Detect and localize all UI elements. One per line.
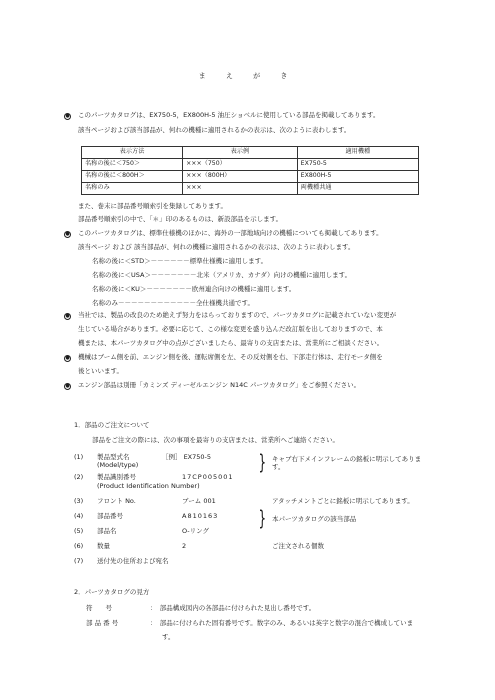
- intro-line-2: 該当ページおよび該当部品が、何れの機種に適用されるかの表示は、次のように表わします。: [78, 126, 351, 134]
- order-item-num: (5): [74, 527, 84, 535]
- page-title: ま え が き: [198, 72, 297, 80]
- order-item-label: 部品名: [97, 527, 117, 535]
- view-label-part-number: 部 品 番 号: [86, 619, 119, 627]
- order-item-value: 2: [182, 542, 187, 550]
- order-item-num: (4): [74, 512, 84, 520]
- bullet-icon: ●: [65, 231, 70, 237]
- brace-icon: }: [258, 506, 267, 530]
- table-header-cell: 表示例: [183, 147, 298, 159]
- direction-line-1: 機械はブーム側を前、エンジン側を後、運転席側を左、その反対側を右、下部走行体は、走行モータ側を: [78, 353, 383, 361]
- spec-line-1: このパーツカタログは、標準仕様機のほかに、海外の一部地域向けの機種についても掲載してあります。: [78, 229, 383, 237]
- engine-note: エンジン部品は別冊「カミンズ ディーゼルエンジン N14C パーツカタログ」をご参照ください。: [78, 381, 361, 389]
- brace-icon: }: [258, 450, 267, 474]
- spec-usa: 名称の後に＜USA＞－－－－－－－北米（アメリカ、カナダ）向けの機種に適用します。: [92, 271, 352, 279]
- order-item-label: 数量: [97, 542, 110, 550]
- order-heading: 1．部品のご注文について: [74, 421, 150, 429]
- bullet-icon: ●: [65, 113, 70, 119]
- bullet-icon: ●: [65, 313, 70, 319]
- view-heading: 2．パーツカタログの見方: [74, 588, 150, 596]
- spec-common: 名称のみ－－－－－－－－－－－－全仕様機共通です。: [92, 299, 254, 307]
- table-cell: EX800H-5: [297, 171, 418, 183]
- order-item-num: (3): [74, 497, 84, 505]
- order-item-value: O-リング: [182, 527, 210, 535]
- spec-std: 名称の後に＜STD＞－－－－－－標準仕様機に適用します。: [92, 257, 268, 265]
- order-item-note: ご注文される個数: [272, 542, 324, 550]
- model-display-table: [81, 146, 419, 195]
- intro-line-1: このパーツカタログは、EX750-5，EX800H-5 油圧ショベルに使用している部品を掲載してあります。: [78, 111, 380, 119]
- order-note-12: キャブ右下メインフレームの銘板に明示してあります。: [272, 455, 422, 472]
- order-item-value: 17CP005001: [182, 473, 234, 481]
- view-text-symbol: ： 部品構成図内の各部品に付けられた見出し番号です。: [150, 604, 316, 612]
- table-cell: ×××: [183, 183, 298, 195]
- order-item-label: 製品識別番号: [97, 473, 136, 481]
- table-header-row: [82, 147, 419, 159]
- order-item-num: (6): [74, 542, 84, 550]
- order-item-label: 送付先の住所および宛名: [97, 557, 169, 565]
- view-label-symbol: 符 号: [86, 604, 112, 612]
- order-item-value: ブーム 001: [182, 497, 216, 505]
- view-text-part-number: ： 部品に付けられた固有番号です。数字のみ、あるいは英字と数字の混合で構成していま: [150, 619, 414, 627]
- table-header-cell: 適用機種: [297, 147, 418, 159]
- order-item-note: アタッチメントごとに銘板に明示してあります。: [272, 497, 414, 505]
- change-line-1: 当社では、製品の改良のため絶えず努力をはらっておりますので、パーツカタログに記載されていない変更が: [78, 311, 397, 319]
- order-intro: 部品をご注文の際には、次の事項を最寄りの支店または、営業所へご連絡ください。: [92, 436, 339, 444]
- table-cell: 両機種共通: [297, 183, 418, 195]
- order-item-sub: (Product Identification Number): [97, 482, 200, 490]
- order-item-value: ［例］ EX750-5: [162, 453, 212, 461]
- table-cell: ×××（800H）: [183, 171, 298, 183]
- order-item-label: 部品番号: [97, 512, 123, 520]
- bullet-icon: ●: [65, 383, 70, 389]
- table-cell: 名称のみ: [82, 183, 183, 195]
- table-cell: ×××（750）: [183, 159, 298, 171]
- table-cell: 名称の後に＜800H＞: [82, 171, 183, 183]
- table-row: [82, 159, 419, 171]
- order-item-num: (1): [74, 453, 84, 461]
- direction-line-2: 後といいます。: [78, 367, 123, 375]
- order-item-num: (2): [74, 473, 84, 481]
- change-line-2: 生じている場合があります。必要に応じて、この様な変更を盛り込んだ改訂版を出しておりますので、本: [78, 325, 383, 333]
- order-item-sub: (Model/type): [97, 461, 139, 469]
- change-line-3: 機または、本パーツカタログ中の点がございましたら、最寄りの支店または、営業所にご相談ください。: [78, 339, 384, 347]
- table-cell: EX750-5: [297, 159, 418, 171]
- table-header-cell: 表示方法: [82, 147, 183, 159]
- bullet-icon: ●: [65, 355, 70, 361]
- order-item-num: (7): [74, 557, 84, 565]
- spec-ku: 名称の後に＜KU＞－－－－－－－欧州連合向けの機種に適用します。: [92, 285, 296, 293]
- spec-line-2: 該当ページ および 該当部品が、何れの機種に適用されるかの表示は、次のように表わします。: [78, 243, 355, 251]
- order-note-45: 本パーツカタログの該当部品: [272, 515, 357, 523]
- index-note-line-1: また、巻末に部品番号順索引を集録してあります。: [78, 202, 227, 210]
- table-cell: 名称の後に＜750＞: [82, 159, 183, 171]
- index-note-line-2: 部品番号順索引の中で、「＊」印のあるものは、新設部品を示します。: [78, 215, 283, 223]
- order-item-label: 製品型式名: [97, 453, 130, 461]
- table-row: [82, 183, 419, 195]
- table-row: [82, 171, 419, 183]
- order-item-value: A810163: [182, 512, 219, 520]
- view-text-part-number-cont: す。: [162, 633, 175, 641]
- order-item-label: フロント No.: [97, 497, 136, 505]
